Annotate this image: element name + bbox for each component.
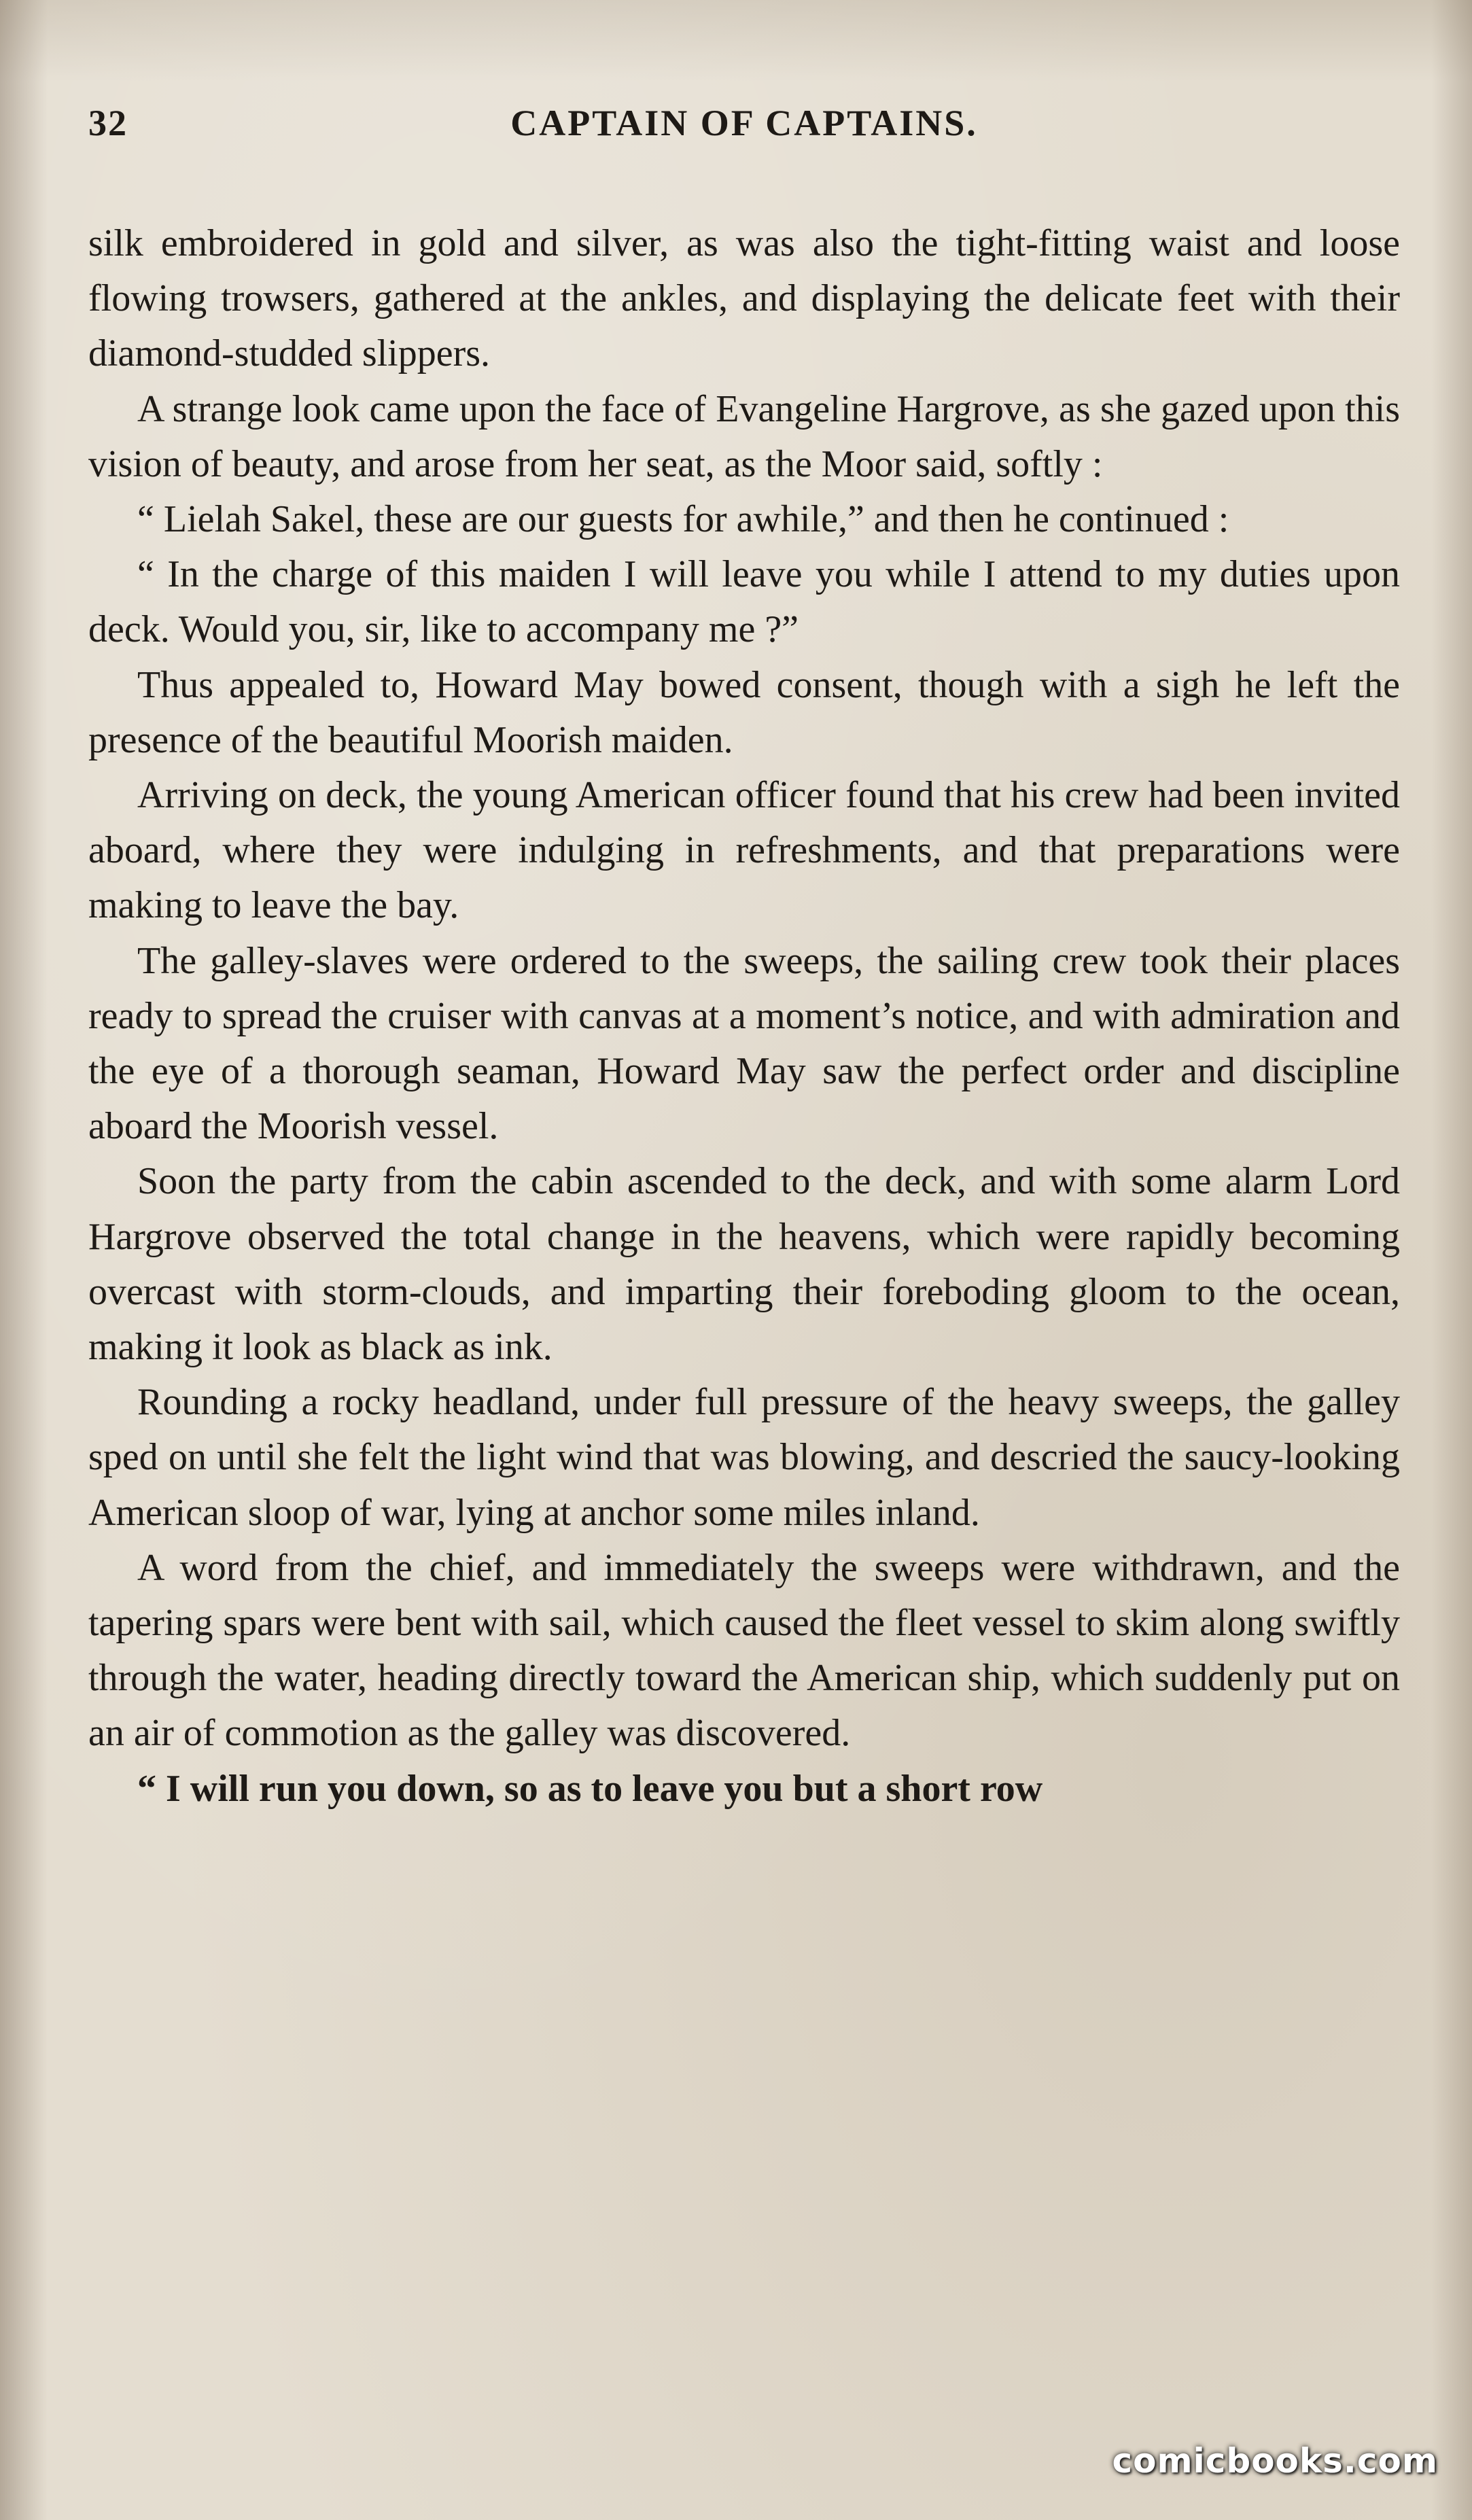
- paragraph-3: “ Lielah Sakel, these are our guests for awhile,” and then he continued :: [137, 498, 1229, 541]
- paragraph-9: Rounding a rocky headland, under full pressure of the heavy sweeps, the galley sped on until she felt the light wind that was blowing, and descried the saucy-looking American sloop of war, lying at anchor some miles inland.: [88, 1381, 1400, 1534]
- running-title: CAPTAIN OF CAPTAINS.: [510, 103, 978, 143]
- paragraph-8: Soon the party from the cabin ascended to the deck, and with some alarm Lord Hargrove observed the total change in the heavens, which were rapidly becoming overcast with storm-clouds, and imparting their foreboding gloom to the ocean, making it look as black as ink.: [88, 1160, 1400, 1369]
- paragraph-2: A strange look came upon the face of Evangeline Hargrove, as she gazed upon this vision of beauty, and arose from her seat, as the Moor said, softly :: [88, 387, 1400, 485]
- paragraph-6: Arriving on deck, the young American officer found that his crew had been invited aboard, where they were indulging in refreshments, and that preparations were making to leave the bay.: [88, 774, 1400, 927]
- paragraph-1: silk embroidered in gold and silver, as was also the tight-fitting waist and loose flowing trowsers, gathered at the ankles, and displaying the delicate feet with their diamond-studded slippers.: [88, 222, 1400, 375]
- book-page: [88, 102, 1400, 1817]
- running-head: [88, 102, 1400, 156]
- paragraph-4: “ In the charge of this maiden I will leave you while I attend to my duties upon deck. Would you, sir, like to accompany me ?”: [88, 553, 1400, 651]
- body-text: [88, 216, 1400, 1817]
- paragraph-11: “ I will run you down, so as to leave you but a short row: [137, 1767, 1043, 1810]
- watermark: comicbooks.com: [1112, 2441, 1438, 2481]
- paragraph-7: The galley-slaves were ordered to the sweeps, the sailing crew took their places ready to spread the cruiser with canvas at a moment’s notice, and with admiration and the eye of a thorough seaman, Howard May saw the perfect order and discipline aboard the Moorish vessel.: [88, 939, 1400, 1148]
- paragraph-5: Thus appealed to, Howard May bowed consent, though with a sigh he left the presence of the beautiful Moorish maiden.: [88, 663, 1400, 761]
- page-number: 32: [88, 103, 128, 143]
- paragraph-10: A word from the chief, and immediately the sweeps were withdrawn, and the tapering spars were bent with sail, which caused the fleet vessel to skim along swiftly through the water, heading directly toward the American ship, which suddenly put on an air of commotion as the galley was discovered.: [88, 1546, 1400, 1755]
